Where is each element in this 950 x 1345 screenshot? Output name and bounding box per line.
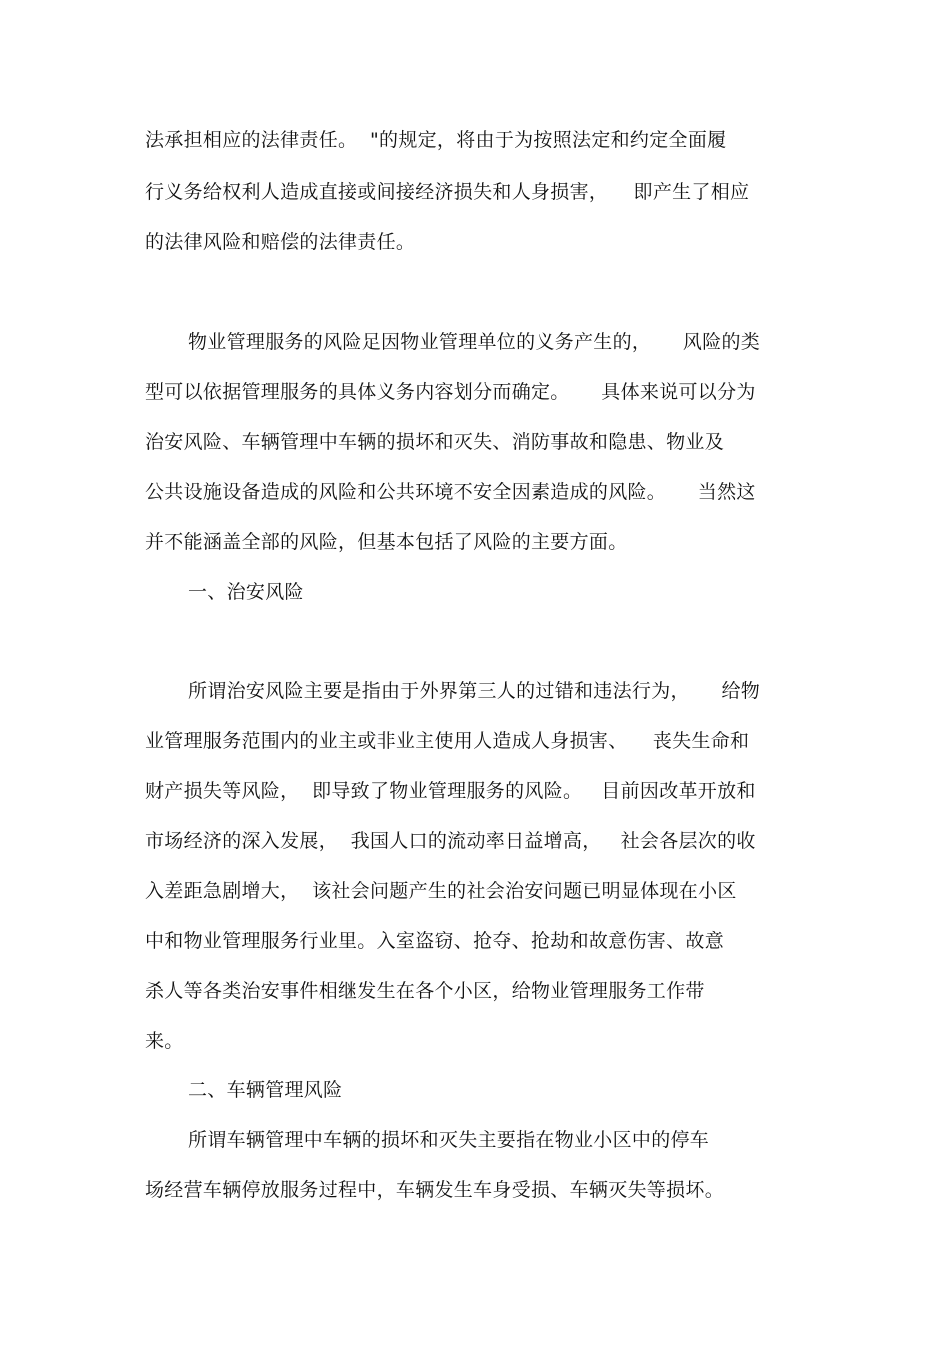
text-line: 的法律风险和赔偿的法律责任。 (145, 231, 416, 253)
text-line: 财产损失等风险， 即导致了物业管理服务的风险。 目前因改革开放和 (145, 780, 756, 802)
text-line: 所谓治安风险主要是指由于外界第三人的过错和违法行为， 给物 (188, 680, 761, 702)
text-line: 并不能涵盖全部的风险，但基本包括了风险的主要方面。 (145, 531, 628, 553)
section-heading: 二、车辆管理风险 (188, 1079, 343, 1101)
text-line: 业管理服务范围内的业主或非业主使用人造成人身损害、 丧失生命和 (145, 730, 750, 752)
text-line: 物业管理服务的风险足因物业管理单位的义务产生的， 风险的类 (188, 331, 761, 353)
text-line: 行义务给权利人造成直接或间接经济损失和人身损害， 即产生了相应 (145, 181, 750, 203)
text-line: 型可以依据管理服务的具体义务内容划分而确定。 具体来说可以分为 (145, 381, 756, 403)
text-line: 法承担相应的法律责任。 "的规定，将由于为按照法定和约定全面履 (145, 129, 727, 151)
text-line: 场经营车辆停放服务过程中，车辆发生车身受损、车辆灭失等损坏。 (145, 1179, 725, 1201)
section-heading: 一、治安风险 (188, 581, 304, 603)
text-line: 来。 (145, 1030, 184, 1052)
text-line: 杀人等各类治安事件相继发生在各个小区，给物业管理服务工作带 (145, 980, 705, 1002)
text-line: 治安风险、车辆管理中车辆的损坏和灭失、消防事故和隐患、物业及 (145, 431, 725, 453)
text-line: 所谓车辆管理中车辆的损坏和灭失主要指在物业小区中的停车 (188, 1129, 710, 1151)
text-line: 中和物业管理服务行业里。入室盗窃、抢夺、抢劫和故意伤害、故意 (145, 930, 725, 952)
text-line: 市场经济的深入发展， 我国人口的流动率日益增高， 社会各层次的收 (145, 830, 756, 852)
text-line: 公共设施设备造成的风险和公共环境不安全因素造成的风险。 当然这 (145, 481, 756, 503)
text-line: 入差距急剧增大， 该社会问题产生的社会治安问题已明显体现在小区 (145, 880, 737, 902)
